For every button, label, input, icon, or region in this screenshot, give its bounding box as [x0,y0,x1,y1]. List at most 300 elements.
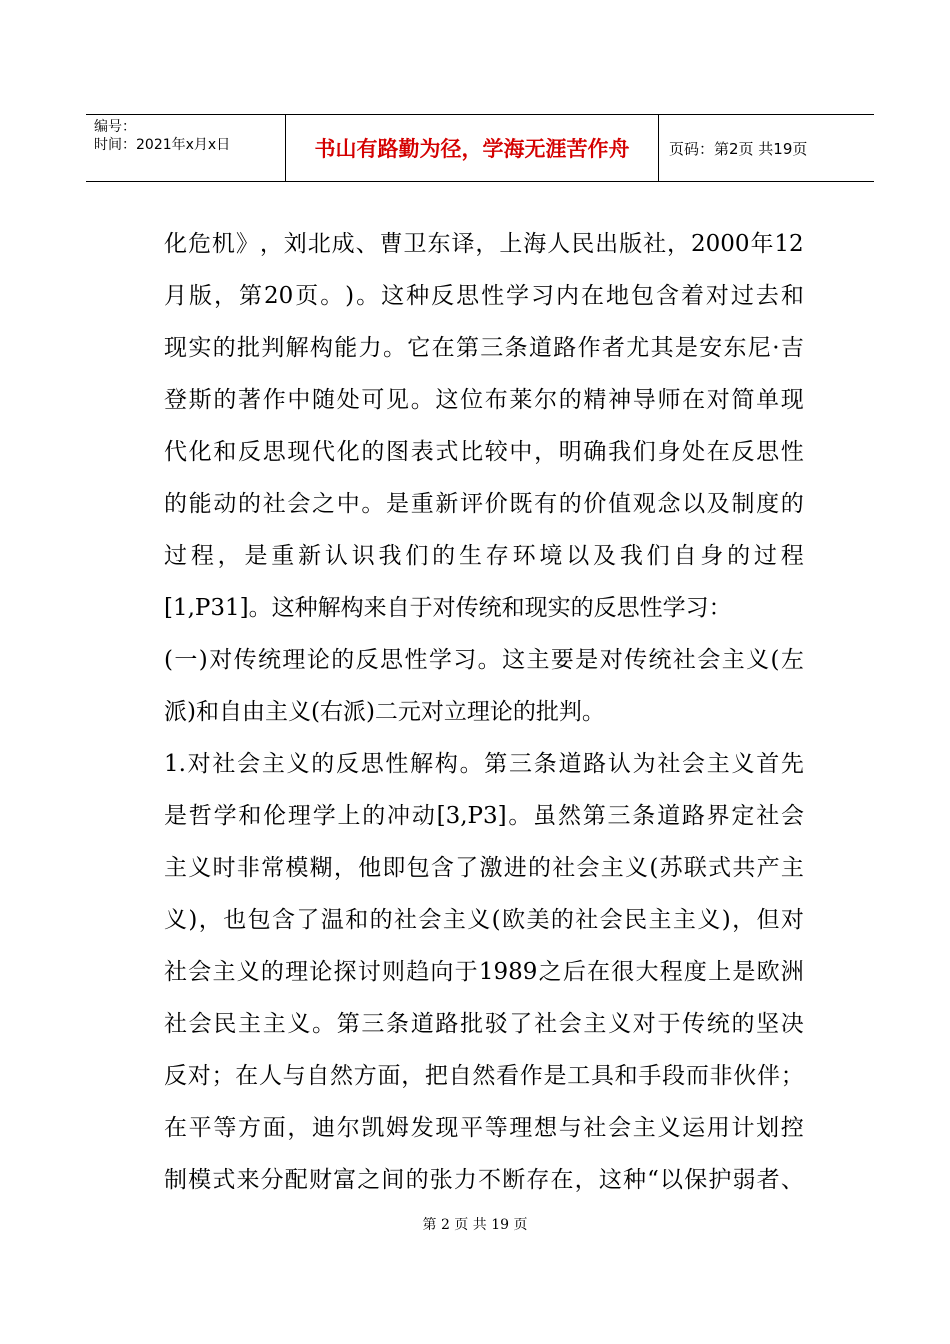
body-line-glyph: 民 [571,231,595,257]
body-line-glyph: 月 [164,283,187,309]
body-line-glyph: 现 [780,387,804,413]
body-line-glyph: 习 [453,647,477,673]
body-line-glyph: 第 [582,803,606,829]
body-line-glyph: 能 [334,335,358,361]
body-line-glyph: 平 [460,1115,484,1141]
body-line-glyph: ) [345,283,355,309]
body-line-glyph: 中 [336,491,360,517]
body-line-glyph: ， [333,855,357,881]
body-line-glyph: 式 [212,1167,236,1193]
body-line-glyph: 实 [188,335,212,361]
body-line [164,998,804,1050]
body-line-glyph: 主 [648,907,672,933]
body-line-glyph: 含 [655,283,679,309]
body-line-glyph: 程 [659,959,683,985]
body-line-glyph: 于 [657,1011,681,1037]
body-line-glyph: 12 [774,231,804,257]
body-line-glyph: 姆 [386,1115,410,1141]
body-line-glyph: 著 [238,387,262,413]
body-line-glyph: 义 [697,907,721,933]
body-line-glyph: ( [770,647,780,673]
body-line-glyph: 及 [593,543,616,569]
body-line-glyph: 随 [312,387,336,413]
body-line-glyph: 新 [298,543,322,569]
body-line-glyph: 这 [435,387,459,413]
body-line-glyph: 伙 [733,1063,757,1089]
body-line-glyph: 见 [386,387,410,413]
body-line-glyph: 义 [236,959,260,985]
body-line-glyph: 对 [187,751,211,777]
body-line-glyph: ； [211,1063,235,1089]
body-line-glyph: 路 [553,335,577,361]
body-line-glyph: 上 [499,231,523,257]
body-line-glyph: 控 [780,1115,804,1141]
body-line-glyph: 第 [336,1011,360,1037]
body-line-glyph: 的 [550,907,574,933]
body-line [164,1050,804,1102]
body-line-glyph: 导 [632,387,656,413]
body-line-glyph: 登 [164,387,187,413]
body-line-glyph: 于 [454,959,478,985]
body-line-glyph: 的 [213,387,237,413]
body-line-glyph: 划 [756,1115,780,1141]
body-line-glyph: 手 [638,1063,662,1089]
body-line-glyph: 条 [504,335,528,361]
body-line-glyph: 统 [648,647,672,673]
body-line-glyph: 富 [333,1167,357,1193]
body-line-glyph: 作 [577,335,601,361]
body-line-glyph: ) [198,647,208,673]
body-line-glyph: 社 [212,751,236,777]
body-line-glyph: 在 [682,387,706,413]
body-line-glyph: 探 [333,959,357,985]
body-line-glyph: 平 [188,1115,212,1141]
body-line-glyph: 道 [558,751,582,777]
body-line-glyph: 海 [523,231,547,257]
body-line-glyph: 精 [583,387,607,413]
body-line-glyph: 主 [706,751,730,777]
body-line-glyph: 身 [700,543,724,569]
body-line-glyph: 联 [683,855,707,881]
body-line-glyph: 具 [590,1063,614,1089]
body-line-glyph: 布 [484,387,508,413]
body-line-glyph: 面 [377,1063,401,1089]
body-line-glyph: 主 [442,907,466,933]
body-line-glyph: 社 [394,907,418,933]
body-line-glyph: 民 [213,1011,237,1037]
body-line-glyph: 构 [434,751,458,777]
body-line-glyph: 主 [632,1115,656,1141]
body-line-glyph: 尼 [747,335,771,361]
body-line-glyph: 的 [238,491,262,517]
body-line-glyph: 解 [285,335,309,361]
body-line-glyph: 三 [509,751,533,777]
body-line-glyph: 的 [212,335,236,361]
body-line-glyph: 三 [607,803,631,829]
body-line-glyph: [3,P3] [436,803,507,829]
body-line-glyph: 为 [632,751,656,777]
body-line-glyph: 社 [262,491,286,517]
body-line [164,322,804,374]
document-number-label: 编号： [94,119,136,135]
body-line-glyph: 莱 [509,387,533,413]
body-line-glyph: 常 [261,855,285,881]
body-line-glyph: 主 [262,1011,286,1037]
body-line-glyph: 们 [405,543,429,569]
body-line-glyph: 即 [382,855,406,881]
body-line-glyph: 断 [502,1167,526,1193]
body-line-glyph: 图 [386,439,410,465]
body-line-glyph: 思 [456,283,480,309]
body-line-glyph: 处 [682,439,706,465]
body-line-glyph: 2000 [690,231,750,257]
body-line-glyph: 值 [608,491,632,517]
body-line-glyph: 在 [587,959,611,985]
body-line-glyph: 非 [236,855,260,881]
body-line-glyph: 分 [260,1167,284,1193]
body-line-glyph: 现 [287,439,311,465]
body-line [164,738,804,790]
body-line-glyph: 作 [519,1063,543,1089]
body-line-glyph: 之 [357,1167,381,1193]
body-line-glyph: 式 [435,439,459,465]
header-meta-cell [86,115,286,181]
body-line-glyph: 度 [683,959,707,985]
body-line-glyph: 他 [358,855,382,881]
body-line-glyph: · [772,335,780,361]
body-line-glyph: 是 [674,335,698,361]
body-line-glyph: 苏 [659,855,683,881]
body-line-glyph: 。 [382,335,406,361]
body-line-glyph: 代 [312,439,336,465]
body-line-glyph: 版 [619,231,643,257]
body-line-glyph: 1. [164,751,186,777]
body-line-glyph: 的 [731,1011,755,1037]
body-line-glyph: 会 [188,1011,212,1037]
body-line-glyph: 要 [550,647,574,673]
body-line-glyph: 力 [453,1167,477,1193]
body-line [164,634,804,686]
body-line-glyph: 对 [599,647,623,673]
body-line-glyph: 作 [262,387,286,413]
body-line-glyph: 主 [780,855,804,881]
body-line-glyph: 的 [369,907,393,933]
body-line-glyph: 环 [512,543,536,569]
body-line-glyph: 主 [721,647,745,673]
body-line-glyph: 然 [330,1063,354,1089]
body-line-glyph: 来 [236,1167,260,1193]
body-line-glyph: 但 [756,907,780,933]
body-line-glyph: 也 [223,907,247,933]
body-line [164,790,804,842]
body-line-glyph: 生 [458,543,482,569]
body-line-glyph: 构 [309,335,333,361]
body-line-glyph: 是 [164,803,187,829]
body-line-glyph: 能 [188,491,212,517]
body-line-glyph: 保 [684,1167,708,1193]
body-line-glyph: 东 [723,335,747,361]
body-line-glyph: 制 [731,491,755,517]
body-line-glyph: 式 [708,855,732,881]
body-line-glyph: 社 [657,751,681,777]
body-line-glyph: 中 [287,387,311,413]
body-line-glyph: 传 [233,647,257,673]
body-line-glyph: 价 [484,491,508,517]
document-body [164,218,804,1206]
body-line-glyph: 条 [386,1011,410,1037]
body-line-glyph: 对 [706,387,730,413]
body-line-glyph: 北 [307,231,331,257]
body-line-glyph: 价 [583,491,607,517]
body-line-glyph: ， [534,439,558,465]
body-line-glyph: 看 [496,1063,520,1089]
body-line-glyph: 的 [361,439,385,465]
body-line-glyph: 表 [410,439,434,465]
body-line-glyph: 制 [164,1167,187,1193]
body-line-glyph: 义 [286,751,310,777]
body-line-glyph: 义 [467,907,491,933]
body-line-glyph: 义 [625,855,649,881]
body-line-glyph: 理 [287,803,311,829]
body-line-glyph: 及 [706,491,730,517]
body-line-glyph: 条 [533,751,557,777]
body-line-glyph: 化 [188,439,212,465]
body-line-glyph: 与 [558,1115,582,1141]
body-line-glyph: 坚 [756,1011,780,1037]
body-line-glyph: 方 [238,1115,262,1141]
body-line-glyph: ， [287,1115,311,1141]
body-line-glyph: 会 [418,907,442,933]
body-line-glyph: 性 [404,647,428,673]
body-line-glyph: 重 [271,543,295,569]
body-line [164,1154,804,1206]
body-line-glyph: 义 [188,855,212,881]
body-line-glyph: 处 [336,387,360,413]
body-line-glyph: 三 [480,335,504,361]
body-line-glyph: 上 [708,959,732,985]
body-line-glyph: 对 [705,283,729,309]
body-line-glyph: 面 [262,1115,286,1141]
body-line-glyph: 含 [272,907,296,933]
body-line-glyph: 条 [632,803,656,829]
body-line-glyph: 的 [164,491,187,517]
body-line-glyph: 了 [455,855,479,881]
body-line-glyph: 道 [410,1011,434,1037]
body-line-glyph: 社 [583,1115,607,1141]
body-line-glyph: 中 [509,439,533,465]
body-line-glyph: 主 [238,1011,262,1037]
body-line-glyph: 去 [755,283,779,309]
body-line-glyph: 糊 [309,855,333,881]
body-line [164,478,804,530]
body-line [164,530,804,582]
body-line-glyph: 的 [432,543,456,569]
body-line-glyph: 的 [362,803,386,829]
body-line-glyph: 。 [477,647,501,673]
body-line-glyph: 道 [657,803,681,829]
body-line-glyph: 凯 [361,1115,385,1141]
body-line-glyph: 学 [506,283,530,309]
body-line-glyph: 代 [164,439,187,465]
body-line-glyph: 者 [756,1167,780,1193]
body-line-glyph: 之 [538,959,562,985]
body-line-glyph: 明 [558,439,582,465]
body-line-glyph: 是 [732,959,756,985]
body-line-glyph: 欧 [756,959,780,985]
body-line-glyph: ( [649,855,659,881]
body-line-glyph: 自 [673,543,697,569]
body-line-glyph: 义 [657,1115,681,1141]
body-line-glyph: 社 [575,907,599,933]
body-line [164,686,804,738]
body-line-glyph: 反 [335,751,359,777]
body-line-glyph: 这 [598,1167,622,1193]
body-line-glyph: ， [732,907,756,933]
body-line-glyph: 社 [643,231,667,257]
body-line-glyph: 主 [526,647,550,673]
body-line-glyph: 传 [682,1011,706,1037]
body-line-glyph: 它 [407,335,431,361]
body-line-glyph: 了 [296,907,320,933]
body-line-glyph: 现 [435,1115,459,1141]
body-line-glyph: 成 [331,231,355,257]
body-line-glyph: 对 [209,647,233,673]
body-line-glyph: 20 [263,283,294,309]
body-line-glyph: 性 [780,439,804,465]
body-line-glyph: 识 [351,543,375,569]
body-line-glyph: 存 [485,543,509,569]
body-line-glyph: 上 [337,803,361,829]
body-line-glyph: 义 [746,647,770,673]
body-line-glyph: 激 [479,855,503,881]
body-line-glyph: 在 [235,1063,259,1089]
body-line-glyph: 以 [660,1167,684,1193]
body-line-glyph: 而 [685,1063,709,1089]
body-line-glyph: 会 [697,647,721,673]
body-line-glyph: 是 [386,491,410,517]
body-line-glyph: 评 [460,491,484,517]
body-line-glyph: ， [667,231,691,257]
body-line-glyph: 统 [258,647,281,673]
body-line-glyph: 习 [531,283,555,309]
body-line-glyph: ( [491,907,501,933]
body-line-glyph: 第 [238,283,262,309]
body-line-glyph: 社 [164,959,187,985]
body-line [164,426,804,478]
body-line-glyph: 思 [262,439,286,465]
body-line-glyph: 哲 [188,803,212,829]
body-line-glyph: 是 [543,1063,567,1089]
body-line-glyph: 会 [780,803,804,829]
body-line-glyph: ( [164,647,173,673]
body-line-glyph: 确 [583,439,607,465]
body-line-glyph: 和 [780,283,804,309]
body-line-glyph: 以 [682,491,706,517]
body-line-glyph: 传 [624,647,648,673]
body-line-glyph: 了 [509,1011,533,1037]
body-line-glyph: ； [780,1063,804,1089]
body-line-glyph: 冲 [387,803,411,829]
body-line-glyph: 反 [731,439,755,465]
body-line-glyph: 认 [324,543,348,569]
body-line-glyph: 。 [508,803,532,829]
body-line-glyph: 的 [780,491,804,517]
body-line-glyph: 主 [583,1011,607,1037]
body-line-glyph: 路 [435,1011,459,1037]
body-line-glyph: 配 [284,1167,308,1193]
body-line-glyph: 在 [581,283,604,309]
body-line [164,842,804,894]
body-line-glyph: 。 [361,491,385,517]
body-line [164,894,804,946]
body-line-glyph: 人 [258,1063,282,1089]
body-line-glyph: 这 [502,647,526,673]
body-line-glyph: 新 [435,491,459,517]
body-line-glyph: 境 [539,543,563,569]
body-line-glyph: 义 [287,1011,311,1037]
body-line-glyph: 既 [509,491,533,517]
body-line-glyph: 较 [484,439,508,465]
body-line-glyph: 路 [681,803,705,829]
body-line-glyph: 进 [503,855,527,881]
body-line-glyph: 对 [187,1063,211,1089]
body-line-glyph: 吉 [780,335,804,361]
body-line-glyph: 会 [287,491,311,517]
body-line-glyph: 念 [657,491,681,517]
body-line-glyph: 道 [528,335,552,361]
body-line-glyph: 义 [608,1011,632,1037]
body-line-glyph: 学 [428,647,452,673]
body-line-glyph: 运 [682,1115,706,1141]
body-line-glyph: 社 [756,803,780,829]
body-line-glyph: 首 [756,751,780,777]
body-line-glyph: 斯 [188,387,212,413]
body-line-glyph: 们 [632,439,656,465]
body-line-glyph: 版 [188,283,212,309]
body-line-glyph: 会 [237,751,261,777]
body-line-glyph: ， [213,283,237,309]
body-line-glyph: 民 [624,907,648,933]
body-line-glyph: 时 [212,855,236,881]
body-line-glyph: 社 [672,647,696,673]
body-line-glyph: 和 [238,803,262,829]
body-line-glyph: 理 [509,1115,533,1141]
body-line-glyph: 过 [164,543,187,569]
body-line-glyph: 先 [780,751,804,777]
body-line [164,582,804,634]
body-line-glyph: 弱 [732,1167,756,1193]
body-line-glyph: 一 [174,647,198,673]
body-line-glyph: 观 [632,491,656,517]
body-line-glyph: 的 [558,491,582,517]
body-line-glyph: 曹 [379,231,403,257]
body-line-glyph: 路 [583,751,607,777]
body-line-glyph: 财 [308,1167,332,1193]
body-line-glyph: 后 [562,959,586,985]
body-line-glyph: 是 [244,543,268,569]
body-line-glyph: 单 [756,387,780,413]
body-line-glyph: 的 [527,855,551,881]
body-line-glyph: 想 [534,1115,558,1141]
body-line-glyph: 以 [566,543,590,569]
body-line-glyph: 讨 [357,959,381,985]
body-line-glyph: 神 [608,387,632,413]
body-line-glyph: 尔 [336,1115,360,1141]
body-line-glyph: 然 [472,1063,496,1089]
body-line-glyph: 刘 [283,231,307,257]
body-line-glyph: 性 [481,283,505,309]
body-line-text: [1,P31]。这种解构来自于对传统和现实的反思性学习： [164,595,732,621]
